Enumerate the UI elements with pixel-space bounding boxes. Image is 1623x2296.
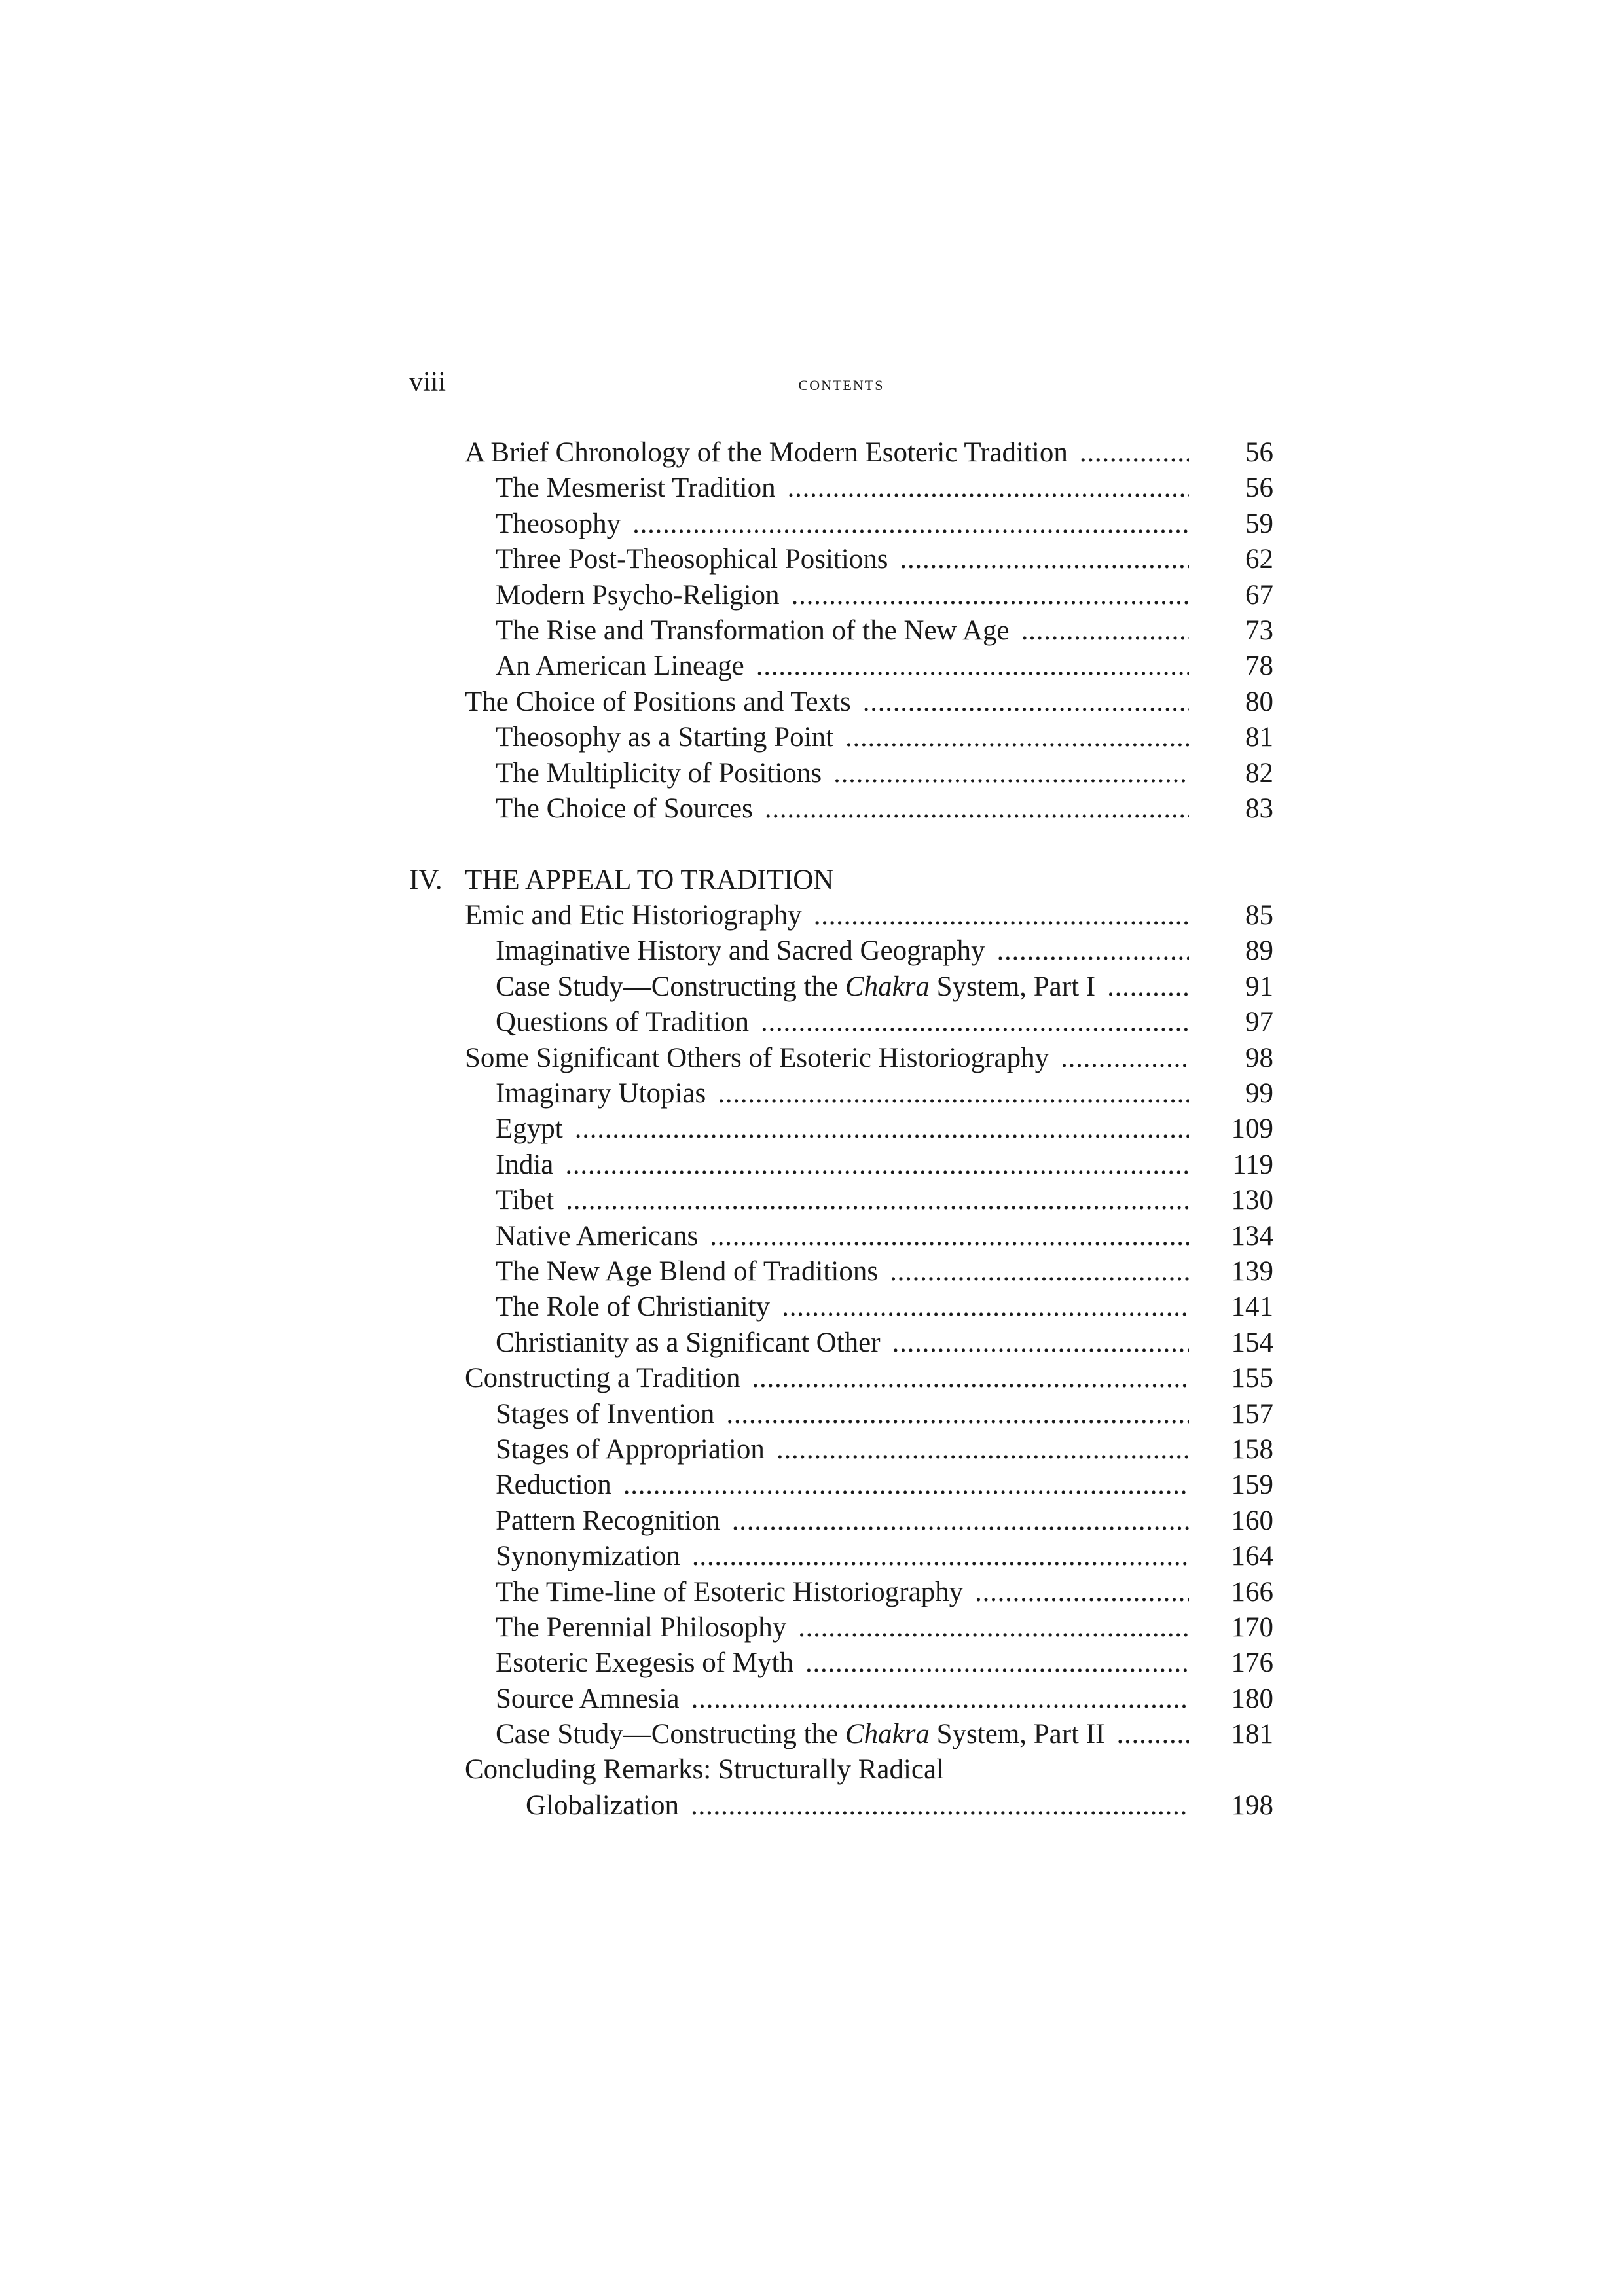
toc-entry-title: Globalization (526, 1789, 680, 1821)
toc-entry[interactable] (409, 471, 1273, 506)
dot-leader (623, 1467, 1189, 1503)
chapter-heading (409, 863, 1273, 898)
toc-entry[interactable] (409, 933, 1273, 969)
toc-entry-title-part: System, Part I (929, 971, 1096, 1002)
toc-entry-title: An American Lineage (496, 651, 744, 682)
toc-entry-title: Emic and Etic Historiography (465, 900, 802, 931)
toc-entry-page: 80 (1245, 686, 1273, 717)
toc-entry-page: 78 (1245, 651, 1273, 682)
toc-entry[interactable] (409, 1289, 1273, 1325)
toc-entry-title (496, 1717, 1104, 1752)
toc-entry-page: 56 (1245, 473, 1273, 504)
toc-entry[interactable] (409, 898, 1273, 933)
toc-entry-page: 56 (1245, 437, 1273, 468)
toc-entry-title: Tibet (496, 1185, 555, 1216)
toc-section-a (409, 435, 1273, 827)
toc-entry-page: 166 (1231, 1576, 1273, 1607)
dot-leader (1080, 435, 1189, 471)
toc-entry[interactable] (409, 1503, 1273, 1539)
dot-leader (996, 933, 1189, 969)
toc-entry-page: 109 (1231, 1113, 1273, 1145)
toc-entry[interactable] (409, 1467, 1273, 1503)
toc-entry[interactable] (409, 1076, 1273, 1111)
toc-entry-title: The Mesmerist Tradition (496, 473, 776, 504)
toc-entry-page: 119 (1232, 1149, 1273, 1180)
toc-entry[interactable] (409, 1183, 1273, 1218)
toc-entry[interactable] (409, 756, 1273, 791)
toc-entry-title: The Role of Christianity (496, 1291, 771, 1323)
toc-entry-title-part: System, Part II (929, 1719, 1105, 1750)
toc-entry-title: Egypt (496, 1113, 563, 1145)
toc-entry-page: 91 (1245, 971, 1273, 1002)
toc-entry-page: 155 (1231, 1363, 1273, 1394)
toc-entry-title-part: Case Study—Constructing the (496, 971, 845, 1002)
toc-entry-page: 67 (1245, 579, 1273, 611)
toc-entry[interactable] (409, 542, 1273, 577)
toc-entry-title: Concluding Remarks: Structurally Radical (465, 1754, 945, 1785)
dot-leader (566, 1183, 1189, 1218)
toc-entry-closing-line2[interactable] (409, 1788, 1273, 1823)
toc-entry-page: 160 (1231, 1505, 1273, 1536)
toc-entry-title: Esoteric Exegesis of Myth (496, 1647, 793, 1679)
toc-entry-title (496, 969, 1095, 1005)
toc-entry-page: 97 (1245, 1007, 1273, 1038)
toc-entry-page: 134 (1231, 1220, 1273, 1251)
toc-entry-page: 158 (1231, 1433, 1273, 1465)
toc-entry-title: Three Post-Theosophical Positions (496, 544, 888, 575)
chapter-number: IV. (409, 864, 443, 895)
toc-entry-title: Constructing a Tradition (465, 1363, 740, 1394)
toc-entry-title: The Multiplicity of Positions (496, 757, 822, 789)
toc-entry[interactable] (409, 685, 1273, 720)
toc-entry-page: 139 (1231, 1255, 1273, 1287)
toc-entry-title: Imaginary Utopias (496, 1078, 706, 1109)
dot-leader (776, 1432, 1189, 1467)
toc-entry-page: 73 (1245, 615, 1273, 646)
toc-entry-title: The Time-line of Esoteric Historiography (496, 1576, 964, 1607)
toc-entry[interactable] (409, 1539, 1273, 1574)
section-gap (409, 827, 1273, 862)
dot-leader (565, 1147, 1189, 1183)
toc-entry[interactable] (409, 1575, 1273, 1610)
toc-entry[interactable] (409, 1111, 1273, 1147)
toc-entry-page: 98 (1245, 1042, 1273, 1073)
toc-entry-title-part: Case Study—Constructing the (496, 1719, 845, 1750)
toc-entry[interactable] (409, 791, 1273, 827)
dot-leader (732, 1503, 1189, 1539)
toc-entry-title: Christianity as a Significant Other (496, 1327, 881, 1358)
toc-entry[interactable] (409, 1005, 1273, 1040)
dot-leader (892, 1325, 1189, 1361)
toc-entry[interactable] (409, 969, 1273, 1005)
toc-entry-title: The Perennial Philosophy (496, 1611, 787, 1643)
table-of-contents (409, 435, 1273, 1823)
dot-leader (710, 1219, 1189, 1254)
dot-leader (890, 1254, 1189, 1289)
toc-entry-title: The Rise and Transformation of the New Age (496, 615, 1010, 646)
toc-entry[interactable] (409, 1361, 1273, 1396)
toc-entry[interactable] (409, 613, 1273, 649)
dot-leader (805, 1645, 1189, 1681)
dot-leader (691, 1788, 1189, 1823)
toc-entry-title: Theosophy as a Starting Point (496, 722, 833, 753)
dot-leader (752, 1361, 1189, 1396)
toc-entry-title: The New Age Blend of Traditions (496, 1255, 879, 1287)
dot-leader (798, 1610, 1189, 1645)
toc-entry-title: Synonymization (496, 1541, 680, 1572)
toc-entry-page: 180 (1231, 1683, 1273, 1714)
toc-section-b (409, 898, 1273, 1752)
dot-leader (575, 1111, 1189, 1147)
toc-entry[interactable] (409, 578, 1273, 613)
dot-leader (863, 685, 1189, 720)
dot-leader (726, 1397, 1189, 1432)
toc-entry-page: 181 (1231, 1719, 1273, 1750)
toc-entry-title: The Choice of Positions and Texts (465, 686, 851, 717)
page-header (409, 367, 1273, 406)
dot-leader (1061, 1041, 1189, 1076)
dot-leader (632, 507, 1189, 542)
toc-entry[interactable] (409, 1610, 1273, 1645)
toc-entry-title: Imaginative History and Sacred Geography (496, 935, 985, 967)
dot-leader (900, 542, 1189, 577)
dot-leader (718, 1076, 1189, 1111)
toc-entry-title: Reduction (496, 1469, 611, 1501)
dot-leader (761, 1005, 1189, 1040)
toc-entry-page: 157 (1231, 1398, 1273, 1429)
toc-entry-page: 164 (1231, 1541, 1273, 1572)
toc-entry-title: Stages of Appropriation (496, 1433, 765, 1465)
toc-entry-page: 141 (1231, 1291, 1273, 1323)
toc-entry[interactable] (409, 1397, 1273, 1432)
dot-leader (814, 898, 1189, 933)
toc-entry-title: Some Significant Others of Esoteric Historiography (465, 1042, 1049, 1073)
toc-entry-page: 130 (1231, 1185, 1273, 1216)
toc-entry-page: 82 (1245, 757, 1273, 789)
dot-leader (975, 1575, 1189, 1610)
dot-leader (792, 578, 1189, 613)
toc-entry-page: 176 (1231, 1647, 1273, 1679)
page-number: viii (409, 367, 447, 397)
dot-leader (833, 756, 1189, 791)
toc-entry-title: Theosophy (496, 508, 621, 539)
toc-entry-title: Source Amnesia (496, 1683, 680, 1714)
toc-entry-closing-line1[interactable] (409, 1752, 1273, 1787)
running-head: contents (798, 372, 884, 395)
dot-leader (782, 1289, 1189, 1325)
dot-leader (1107, 969, 1189, 1005)
toc-entry-page: 198 (1231, 1789, 1273, 1821)
toc-entry-title: Native Americans (496, 1220, 699, 1251)
toc-entry[interactable] (409, 1325, 1273, 1361)
dot-leader (756, 649, 1189, 684)
toc-entry-title: Pattern Recognition (496, 1505, 720, 1536)
dot-leader (788, 471, 1189, 506)
chapter-title: THE APPEAL TO TRADITION (465, 864, 834, 895)
toc-entry[interactable] (409, 1681, 1273, 1717)
toc-entry[interactable] (409, 507, 1273, 542)
toc-entry[interactable] (409, 649, 1273, 684)
toc-entry[interactable] (409, 1147, 1273, 1183)
toc-entry[interactable] (409, 720, 1273, 755)
toc-entry-title-italic: Chakra (845, 1719, 930, 1750)
toc-entry[interactable] (409, 1645, 1273, 1681)
toc-entry[interactable] (409, 1432, 1273, 1467)
toc-entry-page: 81 (1245, 722, 1273, 753)
toc-entry[interactable] (409, 1219, 1273, 1254)
toc-entry-title: Modern Psycho-Religion (496, 579, 780, 611)
toc-entry[interactable] (409, 1041, 1273, 1076)
toc-entry[interactable] (409, 435, 1273, 471)
toc-entry-page: 99 (1245, 1078, 1273, 1109)
toc-entry-page: 159 (1231, 1469, 1273, 1501)
dot-leader (845, 720, 1189, 755)
toc-entry-page: 85 (1245, 900, 1273, 931)
toc-entry[interactable] (409, 1717, 1273, 1752)
toc-entry-page: 62 (1245, 544, 1273, 575)
toc-entry-title: Questions of Tradition (496, 1007, 750, 1038)
toc-entry-title: India (496, 1149, 554, 1180)
toc-entry-page: 89 (1245, 935, 1273, 967)
toc-entry-title: A Brief Chronology of the Modern Esoteric Tradition (465, 437, 1068, 468)
toc-entry[interactable] (409, 1254, 1273, 1289)
toc-entry-title: Stages of Invention (496, 1398, 715, 1429)
toc-entry-page: 83 (1245, 793, 1273, 824)
dot-leader (765, 791, 1189, 827)
dot-leader (691, 1681, 1189, 1717)
dot-leader (1021, 613, 1189, 649)
dot-leader (1116, 1717, 1189, 1752)
toc-entry-title-italic: Chakra (845, 971, 930, 1002)
toc-entry-page: 154 (1231, 1327, 1273, 1358)
toc-entry-page: 170 (1231, 1611, 1273, 1643)
toc-entry-page: 59 (1245, 508, 1273, 539)
toc-entry-title: The Choice of Sources (496, 793, 753, 824)
dot-leader (692, 1539, 1189, 1574)
